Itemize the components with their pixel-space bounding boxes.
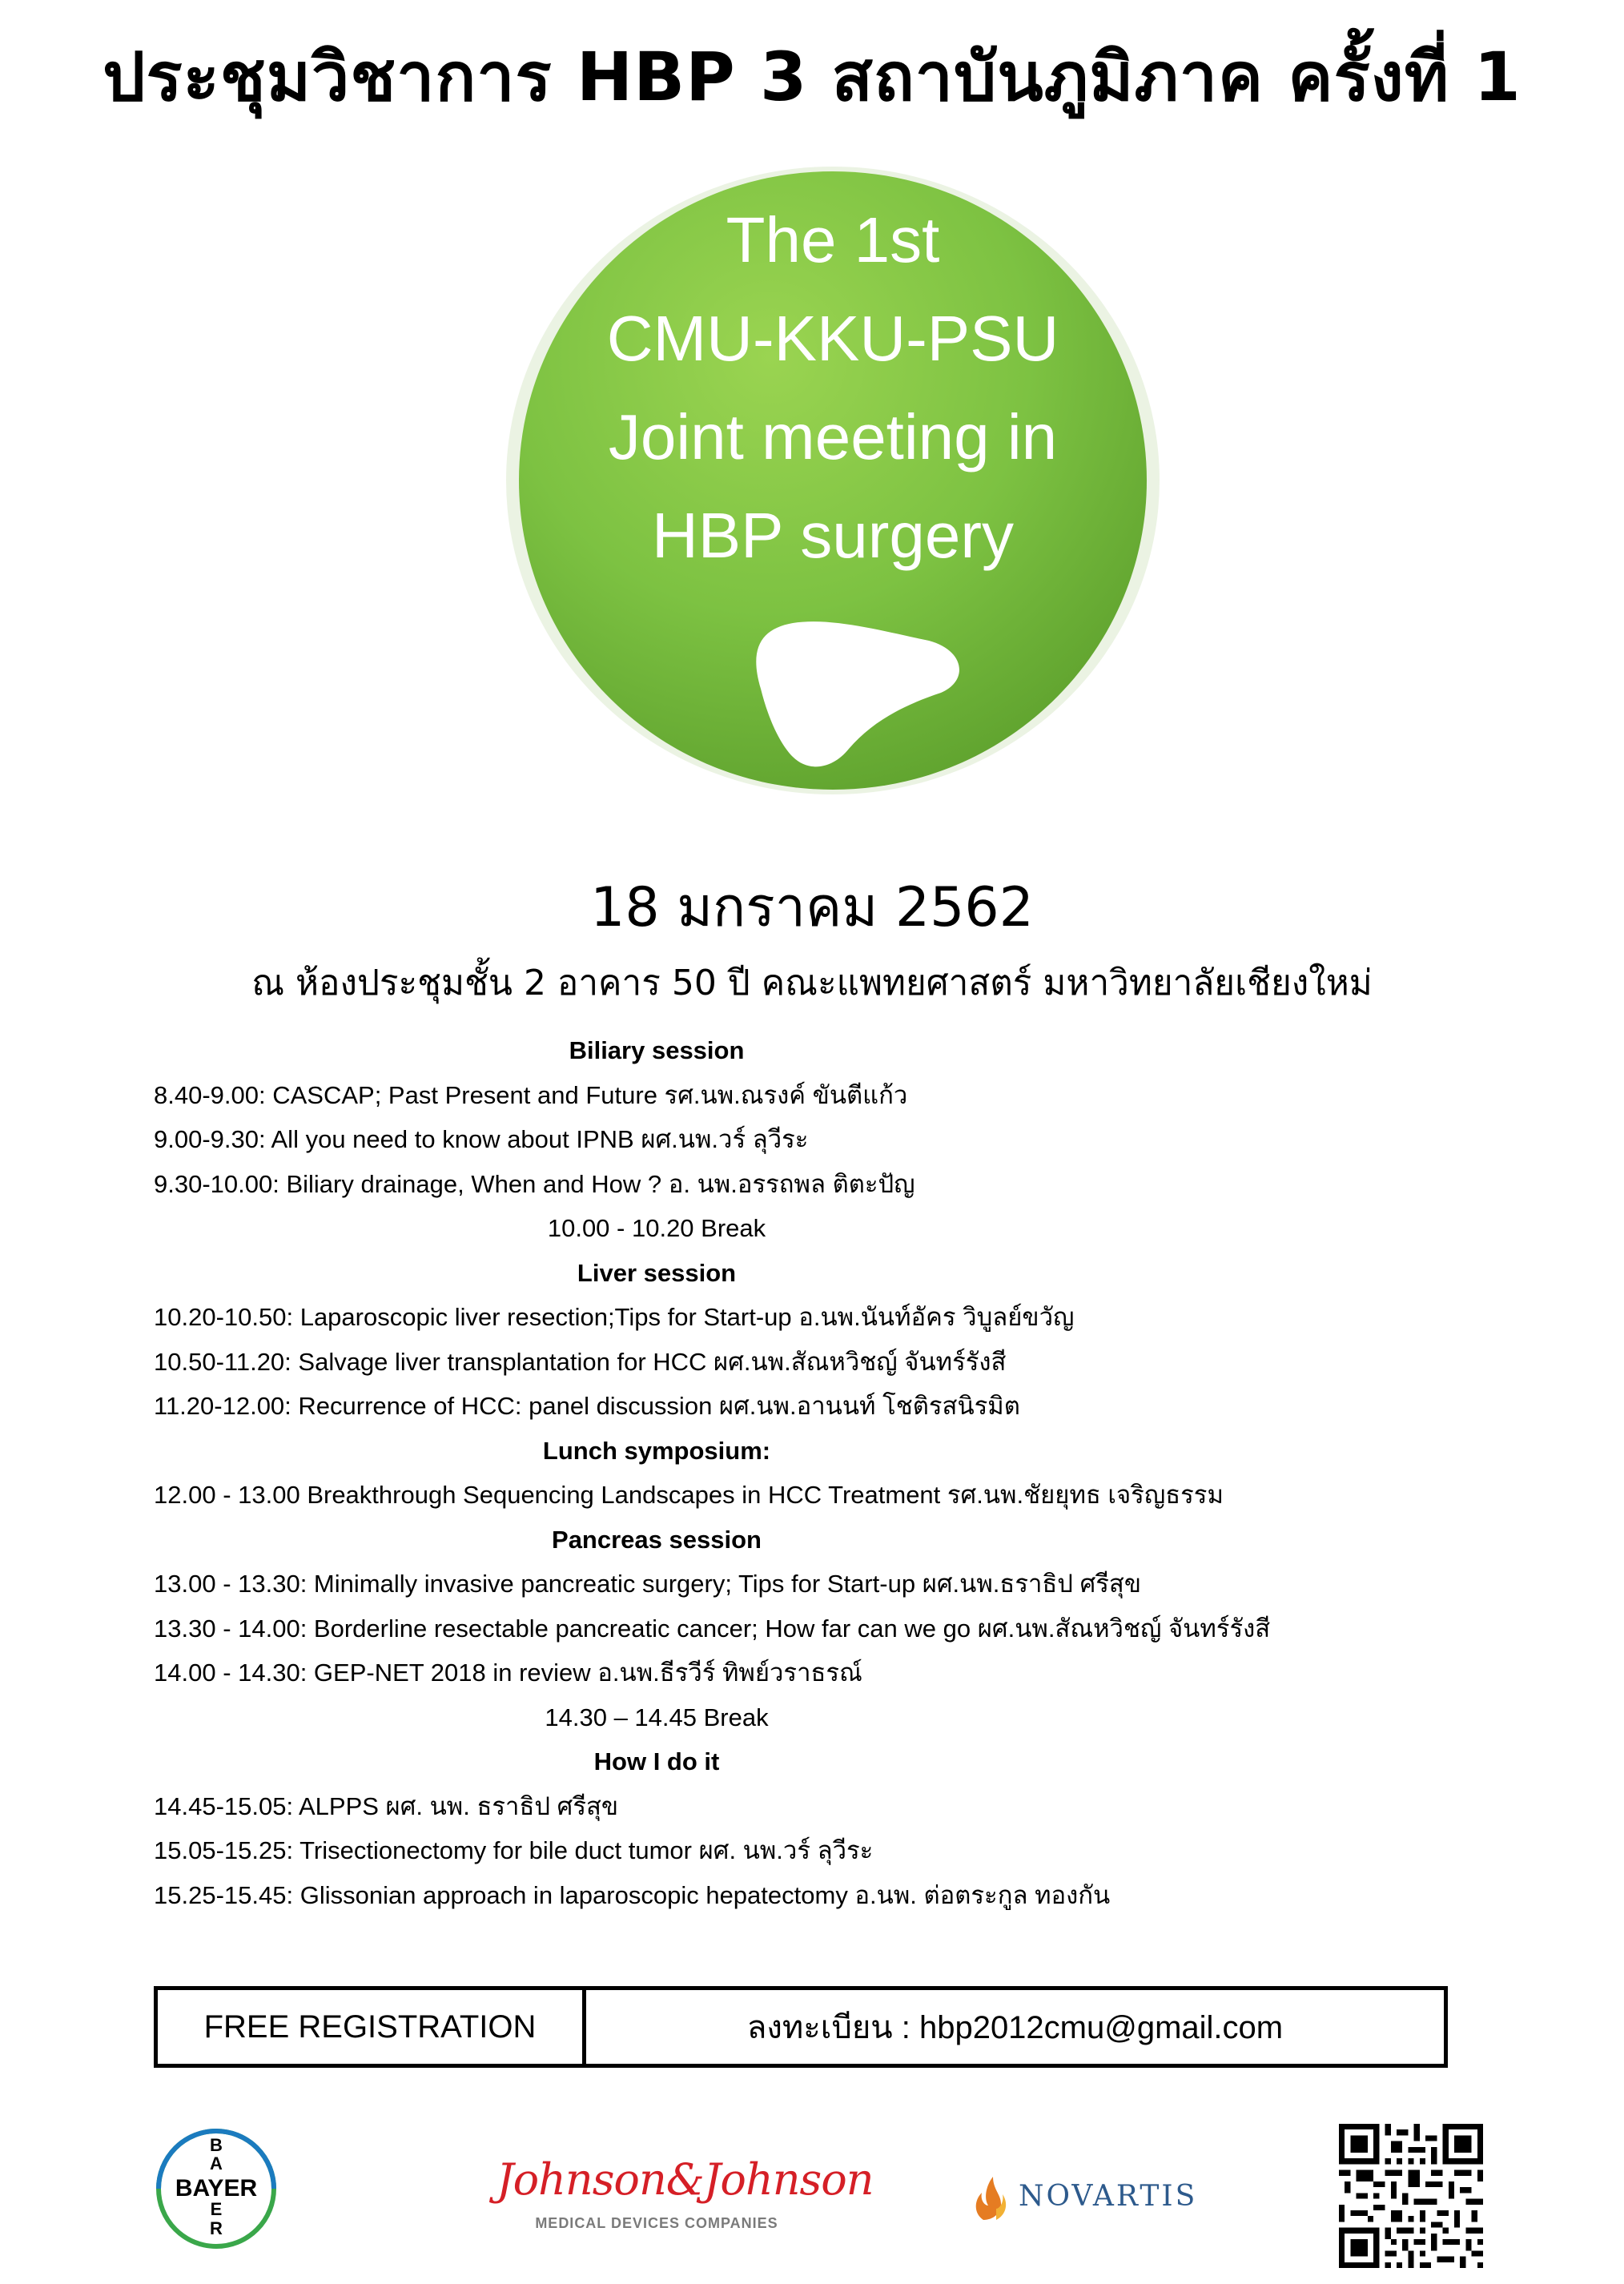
novartis-wordmark: NOVARTIS	[1019, 2180, 1198, 2213]
bayer-wordmark: BAYER	[175, 2175, 258, 2202]
qr-code-icon	[1339, 2124, 1483, 2268]
schedule-item: 8.40-9.00: CASCAP; Past Present and Future รศ.นพ.ณรงค์ ขันตีแก้ว	[154, 1080, 908, 1109]
schedule-item: 12.00 - 13.00 Breakthrough Sequencing Landscapes in HCC Treatment รศ.นพ.ชัยยุทธ เจริญธรรม	[154, 1481, 1224, 1509]
session-heading-liver: Liver session	[577, 1258, 737, 1287]
break-item: 10.00 - 10.20 Break	[547, 1214, 766, 1242]
schedule-item: 13.00 - 13.30: Minimally invasive pancreatic surgery; Tips for Start-up ผศ.นพ.ธราธิป ศรีสุข	[154, 1570, 1142, 1598]
break-item: 14.30 – 14.45 Break	[545, 1703, 769, 1731]
emblem-line: HBP surgery	[651, 500, 1015, 571]
bayer-letter-e: E	[210, 2199, 223, 2219]
event-venue: ณ ห้องประชุมชั้น 2 อาคาร 50 ปี คณะแพทยศาสตร์ มหาวิทยาลัยเชียงใหม่	[251, 963, 1373, 1003]
session-heading-lunch: Lunch symposium:	[542, 1436, 771, 1465]
schedule-item: 14.45-15.05: ALPPS ผศ. นพ. ธราธิป ศรีสุข	[154, 1791, 619, 1820]
novartis-flame-icon	[972, 2173, 1011, 2222]
jnj-logo	[496, 2154, 874, 2242]
session-heading-howto: How I do it	[593, 1747, 720, 1775]
registration-contact: ลงทะเบียน : hbp2012cmu@gmail.com	[746, 2010, 1284, 2045]
schedule-item: 10.50-11.20: Salvage liver transplantation for HCC ผศ.นพ.สัณหวิชญ์ จันทร์รังสี	[154, 1347, 1007, 1376]
bayer-letter-r: R	[210, 2218, 223, 2238]
novartis-logo	[972, 2170, 1212, 2226]
emblem-text	[496, 191, 1169, 585]
bayer-letter-b: B	[210, 2135, 223, 2155]
schedule-item: 9.00-9.30: All you need to know about IPNB ผศ.นพ.วร์ ลุวีระ	[154, 1125, 809, 1153]
session-heading-biliary: Biliary session	[569, 1036, 745, 1064]
emblem-line: Joint meeting in	[608, 401, 1058, 472]
registration-box	[154, 1986, 1448, 2068]
free-registration-label: FREE REGISTRATION	[158, 1990, 586, 2064]
schedule	[154, 1028, 1467, 1917]
page-title: ประชุมวิชาการ HBP 3 สถาบันภูมิภาค ครั้งที่ 1	[103, 38, 1521, 116]
schedule-item: 11.20-12.00: Recurrence of HCC: panel discussion ผศ.นพ.อานนท์ โชติรสนิรมิต	[154, 1392, 1020, 1420]
schedule-item: 15.25-15.45: Glissonian approach in laparoscopic hepatectomy อ.นพ. ต่อตระกูล ทองกัน	[154, 1880, 1111, 1909]
event-date: 18 มกราคม 2562	[590, 876, 1034, 939]
jnj-wordmark: Johnson&Johnson	[496, 2154, 874, 2205]
schedule-item: 14.00 - 14.30: GEP-NET 2018 in review อ.นพ.ธีรวีร์ ทิพย์วราธรณ์	[154, 1659, 862, 1687]
emblem-line: The 1st	[726, 204, 940, 275]
bayer-letter-a: A	[210, 2153, 223, 2173]
emblem-line: CMU-KKU-PSU	[606, 303, 1059, 374]
schedule-item: 9.30-10.00: Biliary drainage, When and How ? อ. นพ.อรรถพล ติตะปัญ	[154, 1169, 915, 1198]
schedule-item: 15.05-15.25: Trisectionectomy for bile duct tumor ผศ. นพ.วร์ ลุวีระ	[154, 1836, 874, 1864]
schedule-item: 13.30 - 14.00: Borderline resectable pancreatic cancer; How far can we go ผศ.นพ.สัณหวิชญ์ จันทร์รังสี	[154, 1614, 1271, 1643]
jnj-subtitle: MEDICAL DEVICES COMPANIES	[535, 2215, 778, 2231]
bayer-logo-icon	[155, 2127, 278, 2250]
session-heading-pancreas: Pancreas session	[552, 1525, 762, 1554]
schedule-item: 10.20-10.50: Laparoscopic liver resection;Tips for Start-up อ.นพ.นันท์อัคร วิบูลย์ขวัญ	[154, 1303, 1075, 1331]
